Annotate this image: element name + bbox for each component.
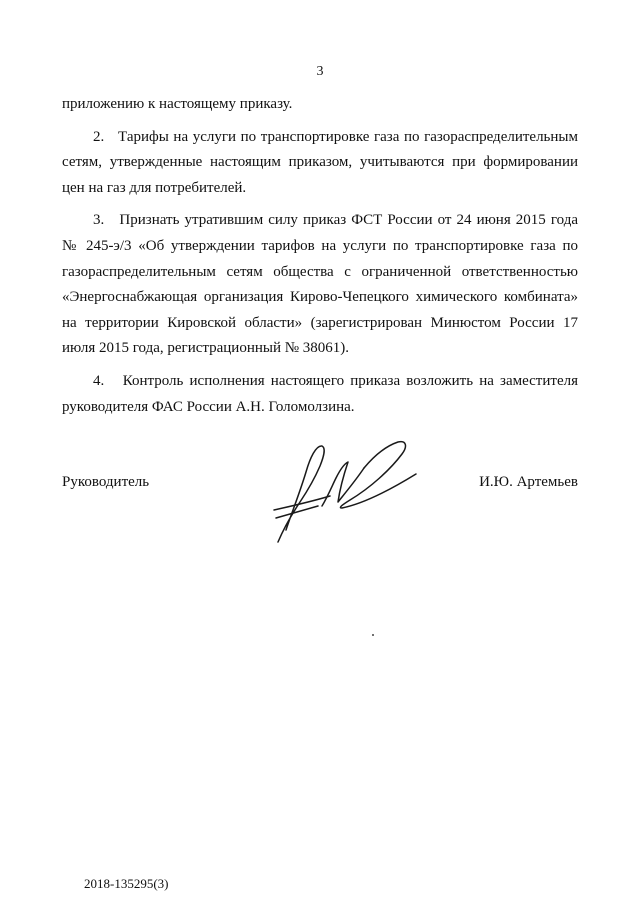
paragraph-item-4: 4. Контроль исполнения настоящего приказа возложить на заместителя руководителя ФАС России А.Н. Голомолзина.: [62, 372, 578, 415]
scan-speck: [372, 634, 374, 636]
handwritten-signature: [270, 436, 430, 546]
signer-title: Руководитель: [62, 474, 150, 490]
page-number: 3: [316, 64, 324, 79]
signer-name: И.Ю. Артемьев: [479, 474, 578, 490]
document-body: [62, 92, 578, 427]
paragraph-continuation: приложению к настоящему приказу.: [62, 96, 293, 112]
paragraph-item-2: 2. Тарифы на услуги по транспортировке газа по газораспределительным сетям, утвержденные настоящим приказом, учитываются при формировании цен на газ для потребителей.: [62, 128, 578, 196]
paragraph-item-3: 3. Признать утратившим силу приказ ФСТ России от 24 июня 2015 года № 245-э/3 «Об утверждении тарифов на услуги по транспортировке газа по газораспределительным сетям общества с ограниченной ответственностью «Энергоснабжающая организация Кирово-Чепецкого химического комбината» на территории Кировской области» (зарегистрирован Минюстом России 17 июля 2015 года, регистрационный № 38061).: [62, 212, 578, 357]
document-id: 2018-135295(3): [84, 876, 169, 891]
